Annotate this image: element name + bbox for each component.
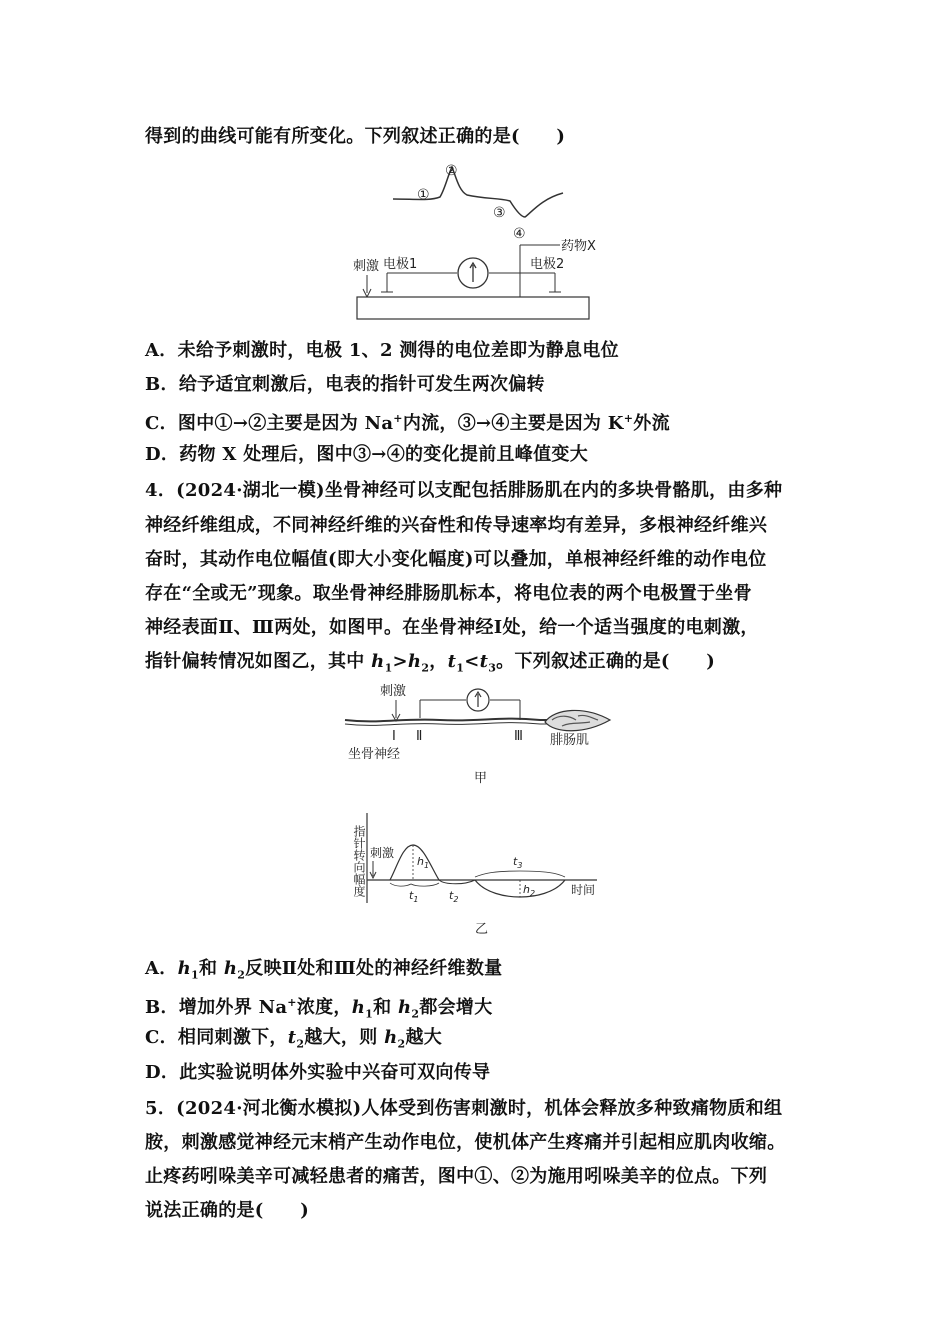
svg-text:h2: $h_2$ [523, 883, 536, 898]
q3-figure [345, 155, 615, 325]
electrode1-label: 电极1 [383, 257, 418, 272]
q3-option-b: B．给予适宜刺激后，电表的指针可发生两次偏转 [145, 374, 545, 395]
svg-text:t2: $t_2$ [449, 889, 459, 904]
electrode2-label: 电极2 [530, 257, 565, 272]
q4-line-1: 4．(2024·湖北一模)坐骨神经可以支配包括腓肠肌在内的多块骨骼肌，由多种 [145, 480, 783, 501]
drug-label: 药物X [561, 239, 596, 254]
label-2: ② [445, 163, 458, 179]
svg-text:h1: $h_1$ [417, 855, 430, 870]
label-1: ① [417, 187, 430, 203]
q4-option-a: A．$h_1$和 $h_2$反映Ⅱ处和Ⅲ处的神经纤维数量 [145, 958, 503, 982]
q5-line-3: 止疼药吲哚美辛可减轻患者的痛苦，图中①、②为施用吲哚美辛的位点。下列 [145, 1166, 768, 1187]
q5-line-1: 5．(2024·河北衡水模拟)人体受到伤害刺激时，机体会释放多种致痛物质和组 [145, 1098, 783, 1119]
jia-stim-label: 刺激 [380, 684, 407, 699]
q4-line-6: 指针偏转情况如图乙，其中 $h_1>h_2$，$t_1<t_3$。下列叙述正确的是( ) [145, 651, 716, 675]
q3-option-a: A．未给予刺激时，电极 1、2 测得的电位差即为静息电位 [145, 340, 619, 361]
figure-yi [335, 805, 625, 940]
stim-label: 刺激 [353, 259, 380, 274]
jia-muscle-label: 腓肠肌 [550, 733, 590, 748]
label-3: ③ [493, 205, 506, 221]
figure-jia [340, 680, 620, 790]
jia-caption: 甲 [474, 771, 488, 786]
jia-label-I: Ⅰ [392, 729, 396, 744]
jia-nerve-label: 坐骨神经 [348, 747, 401, 762]
sciatic-nerve [345, 719, 560, 722]
yi-stim-label: 刺激 [370, 846, 395, 860]
jia-label-II: Ⅱ [416, 729, 423, 744]
svg-text:t1: $t_1$ [409, 889, 419, 904]
q3-option-d: D．药物 X 处理后，图中③→④的变化提前且峰值变大 [145, 444, 588, 465]
q4-option-d: D．此实验说明体外实验中兴奋可双向传导 [145, 1062, 491, 1083]
q4-option-b: B．增加外界 Na+浓度，$h_1$和 $h_2$都会增大 [145, 996, 493, 1021]
q5-line-2: 胺，刺激感觉神经元末梢产生动作电位，使机体产生疼痛并引起相应肌肉收缩。 [145, 1132, 786, 1153]
jia-label-III: Ⅲ [514, 729, 523, 744]
q5-line-4: 说法正确的是( ) [145, 1200, 310, 1221]
svg-text:t3: $t_3$ [513, 855, 523, 870]
q3-intro: 得到的曲线可能有所变化。下列叙述正确的是( ) [145, 126, 566, 147]
q4-line-5: 神经表面Ⅱ、Ⅲ两处，如图甲。在坐骨神经Ⅰ处，给一个适当强度的电刺激， [145, 617, 759, 638]
yi-ylabel: 指针转向幅度 [352, 825, 366, 897]
q4-line-2: 神经纤维组成，不同神经纤维的兴奋性和传导速率均有差异，多根神经纤维兴 [145, 515, 768, 536]
yi-xlabel: 时间 [571, 883, 596, 897]
label-4: ④ [513, 226, 526, 242]
q4-line-4: 存在“全或无”现象。取坐骨神经腓肠肌标本，将电位表的两个电极置于坐骨 [145, 583, 752, 604]
gastrocnemius-muscle [545, 710, 610, 730]
q4-option-c: C．相同刺激下，$t_2$越大，则 $h_2$越大 [145, 1027, 443, 1051]
q3-option-c: C．图中①→②主要是因为 Na+内流，③→④主要是因为 K+外流 [145, 412, 670, 434]
yi-caption: 乙 [475, 922, 489, 937]
q4-line-3: 奋时，其动作电位幅值(即大小变化幅度)可以叠加，单根神经纤维的动作电位 [145, 549, 767, 570]
